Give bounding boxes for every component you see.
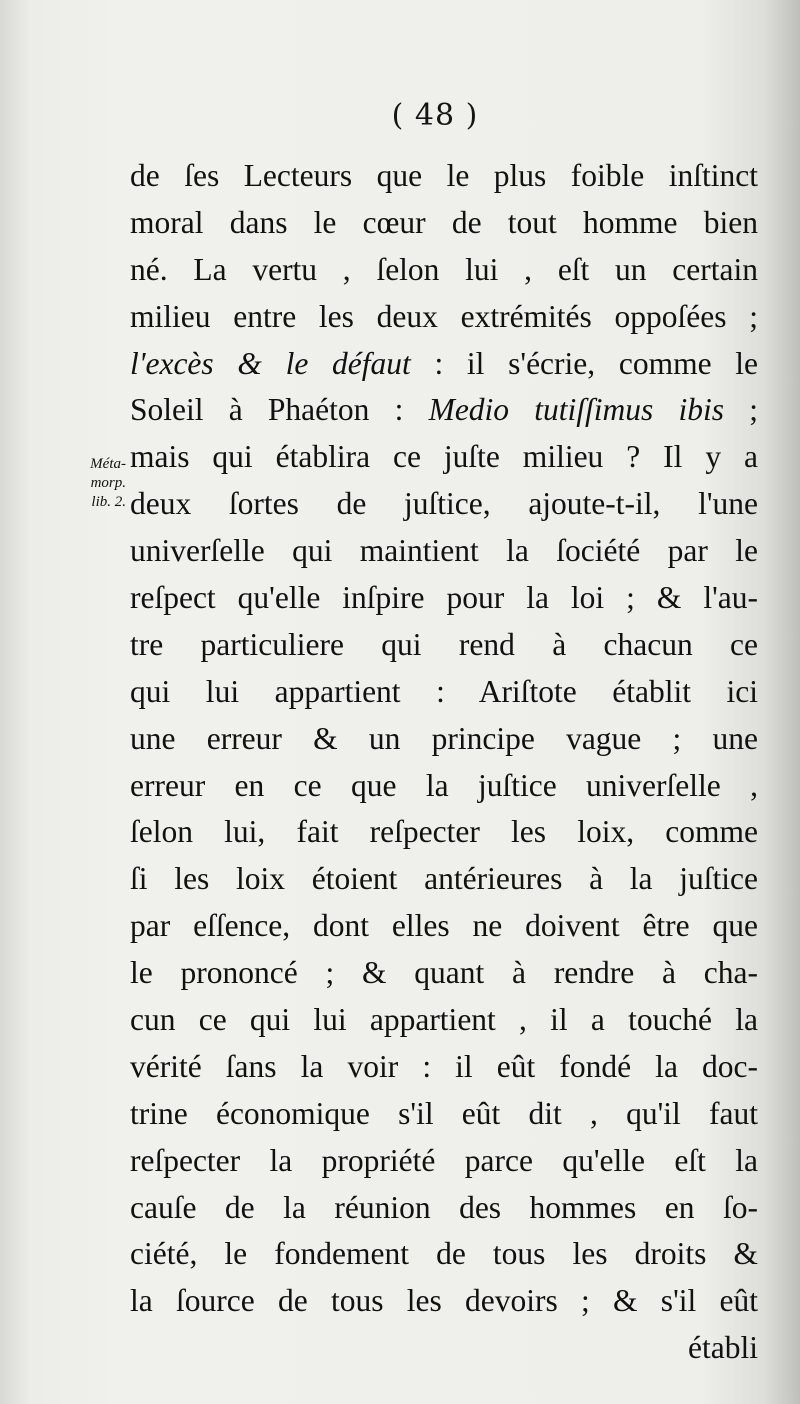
line-text: reſpecter la propriété parce qu'elle eſt la xyxy=(130,1142,758,1178)
page-edge-shadow xyxy=(764,0,800,1404)
text-line xyxy=(130,950,758,997)
line-text: par eſſence, dont elles ne doivent être que xyxy=(130,908,758,944)
text-line xyxy=(130,153,758,200)
line-text: erreur en ce que la juſtice univerſelle , xyxy=(130,767,758,803)
text-line xyxy=(130,856,758,903)
text-line xyxy=(130,903,758,950)
line-text: reſpect qu'elle inſpire pour la loi ; & l'au- xyxy=(130,580,758,616)
line-text: de ſes Lecteurs que le plus foible inſtinct xyxy=(130,158,758,193)
line-text: vérité ſans la voir : il eût fondé la doc- xyxy=(130,1048,758,1084)
line-text: ſelon lui, fait reſpecter les loix, comme xyxy=(130,814,758,850)
text-line xyxy=(130,247,758,294)
text-line xyxy=(130,763,758,810)
line-text: ſi les loix étoient antérieures à la juſtice xyxy=(130,861,758,897)
line-text: trine économique s'il eût dit , qu'il faut xyxy=(130,1095,758,1131)
text-line xyxy=(130,200,758,247)
catchword: établi xyxy=(688,1330,758,1366)
text-line xyxy=(130,716,758,763)
text-line xyxy=(130,528,758,575)
line-text: tre particuliere qui rend à chacun ce xyxy=(130,626,758,662)
text-line xyxy=(130,387,758,434)
margin-note xyxy=(36,455,126,512)
text-line xyxy=(130,622,758,669)
line-text: mais qui établira ce juſte milieu ? Il y a xyxy=(130,439,758,475)
margin-note-line: Méta- xyxy=(90,456,126,472)
text-line xyxy=(130,434,758,481)
line-text: ciété, le fondement de tous les droits & xyxy=(130,1236,758,1272)
text-line xyxy=(130,1138,758,1185)
line-text: cauſe de la réunion des hommes en ſo- xyxy=(130,1189,758,1225)
line-text: qui lui appartient : Ariſtote établit ici xyxy=(130,673,758,709)
margin-note-line: morp. xyxy=(90,475,126,491)
line-text: la ſource de tous les devoirs ; & s'il eût xyxy=(130,1283,758,1319)
line-text: né. La vertu , ſelon lui , eſt un certain xyxy=(130,251,758,287)
line-text: milieu entre les deux extrémités oppoſées ; xyxy=(130,298,758,334)
text-line xyxy=(130,809,758,856)
text-line xyxy=(130,1044,758,1091)
text-line xyxy=(130,575,758,622)
line-text: univerſelle qui maintient la ſociété par le xyxy=(130,533,758,569)
text-line xyxy=(130,1278,758,1325)
line-text: ; xyxy=(724,392,758,428)
text-line xyxy=(130,669,758,716)
page-number: ( 48 ) xyxy=(391,98,479,133)
margin-note-line: lib. 2. xyxy=(91,494,126,510)
line-text: le prononcé ; & quant à rendre à cha- xyxy=(130,955,758,991)
line-text: Soleil à Phaéton : xyxy=(130,392,429,428)
text-line xyxy=(130,481,758,528)
line-text: cun ce qui lui appartient , il a touché la xyxy=(130,1002,758,1038)
line-text: moral dans le cœur de tout homme bien xyxy=(130,204,758,240)
text-line xyxy=(130,1091,758,1138)
line-text: une erreur & un principe vague ; une xyxy=(130,720,758,756)
text-line xyxy=(130,1231,758,1278)
text-line xyxy=(130,1185,758,1232)
text-line xyxy=(130,997,758,1044)
line-text: : il s'écrie, comme le xyxy=(410,345,758,381)
italic-text: Medio tutiſſimus ibis xyxy=(428,392,725,428)
line-text: deux ſortes de juſtice, ajoute-t-il, l'une xyxy=(130,486,758,522)
text-line xyxy=(130,341,758,388)
body-text xyxy=(130,153,758,1372)
italic-text: l'excès & le défaut xyxy=(130,345,411,381)
text-line xyxy=(130,294,758,341)
